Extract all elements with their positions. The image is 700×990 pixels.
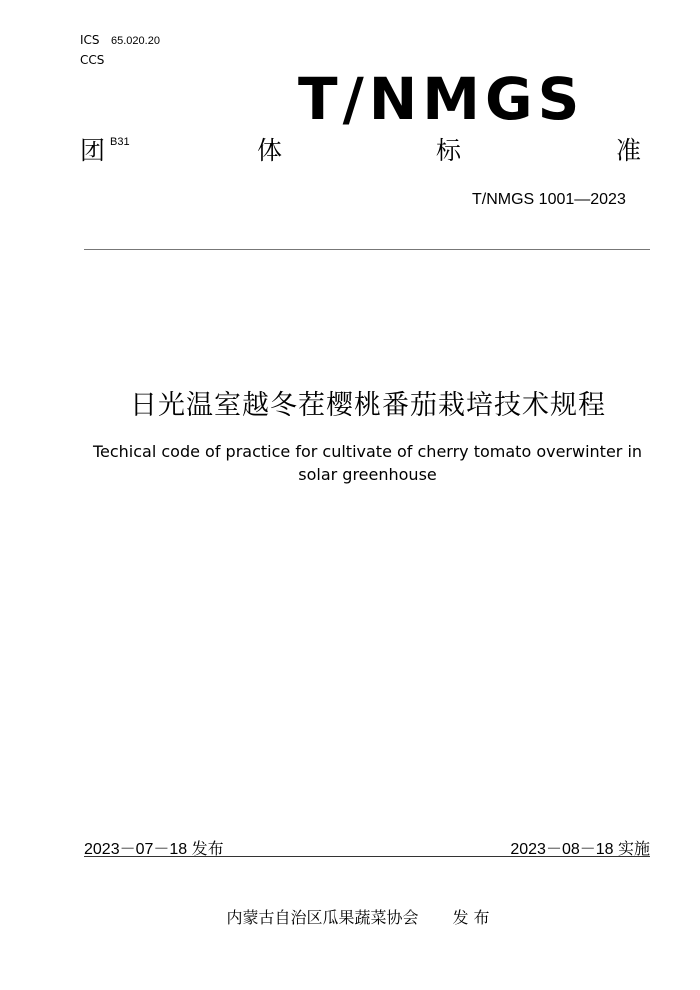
ics-code: 65.020.20 [111,35,160,47]
footer-divider [84,856,650,857]
publisher-action: 发 布 [452,908,490,927]
title-chinese: 日光温室越冬茬樱桃番茄栽培技术规程 [130,390,606,421]
standard-type-char-4: 准 [616,136,642,165]
standard-type-char-2: 体 [257,136,283,165]
implementation-date: 2023－08－18 实施 [510,841,650,858]
standard-number: T/NMGS 1001—2023 [472,191,626,208]
publisher-line [0,905,700,928]
standard-type-char-1: 团 [80,136,106,165]
standard-logo: T/NMGS [298,65,585,133]
ccs-code: B31 [110,136,130,148]
title-english: Techical code of practice for cultivate of cherry tomato overwinter in solar greenhouse [92,442,643,484]
issue-date: 2023－07－18 发布 [84,841,224,858]
standard-type-char-3: 标 [436,136,462,165]
ics-label: ICS [80,33,100,47]
ccs-label: CCS [80,53,105,67]
publisher-organization: 内蒙古自治区瓜果蔬菜协会 [226,908,419,927]
header-divider [84,249,650,250]
